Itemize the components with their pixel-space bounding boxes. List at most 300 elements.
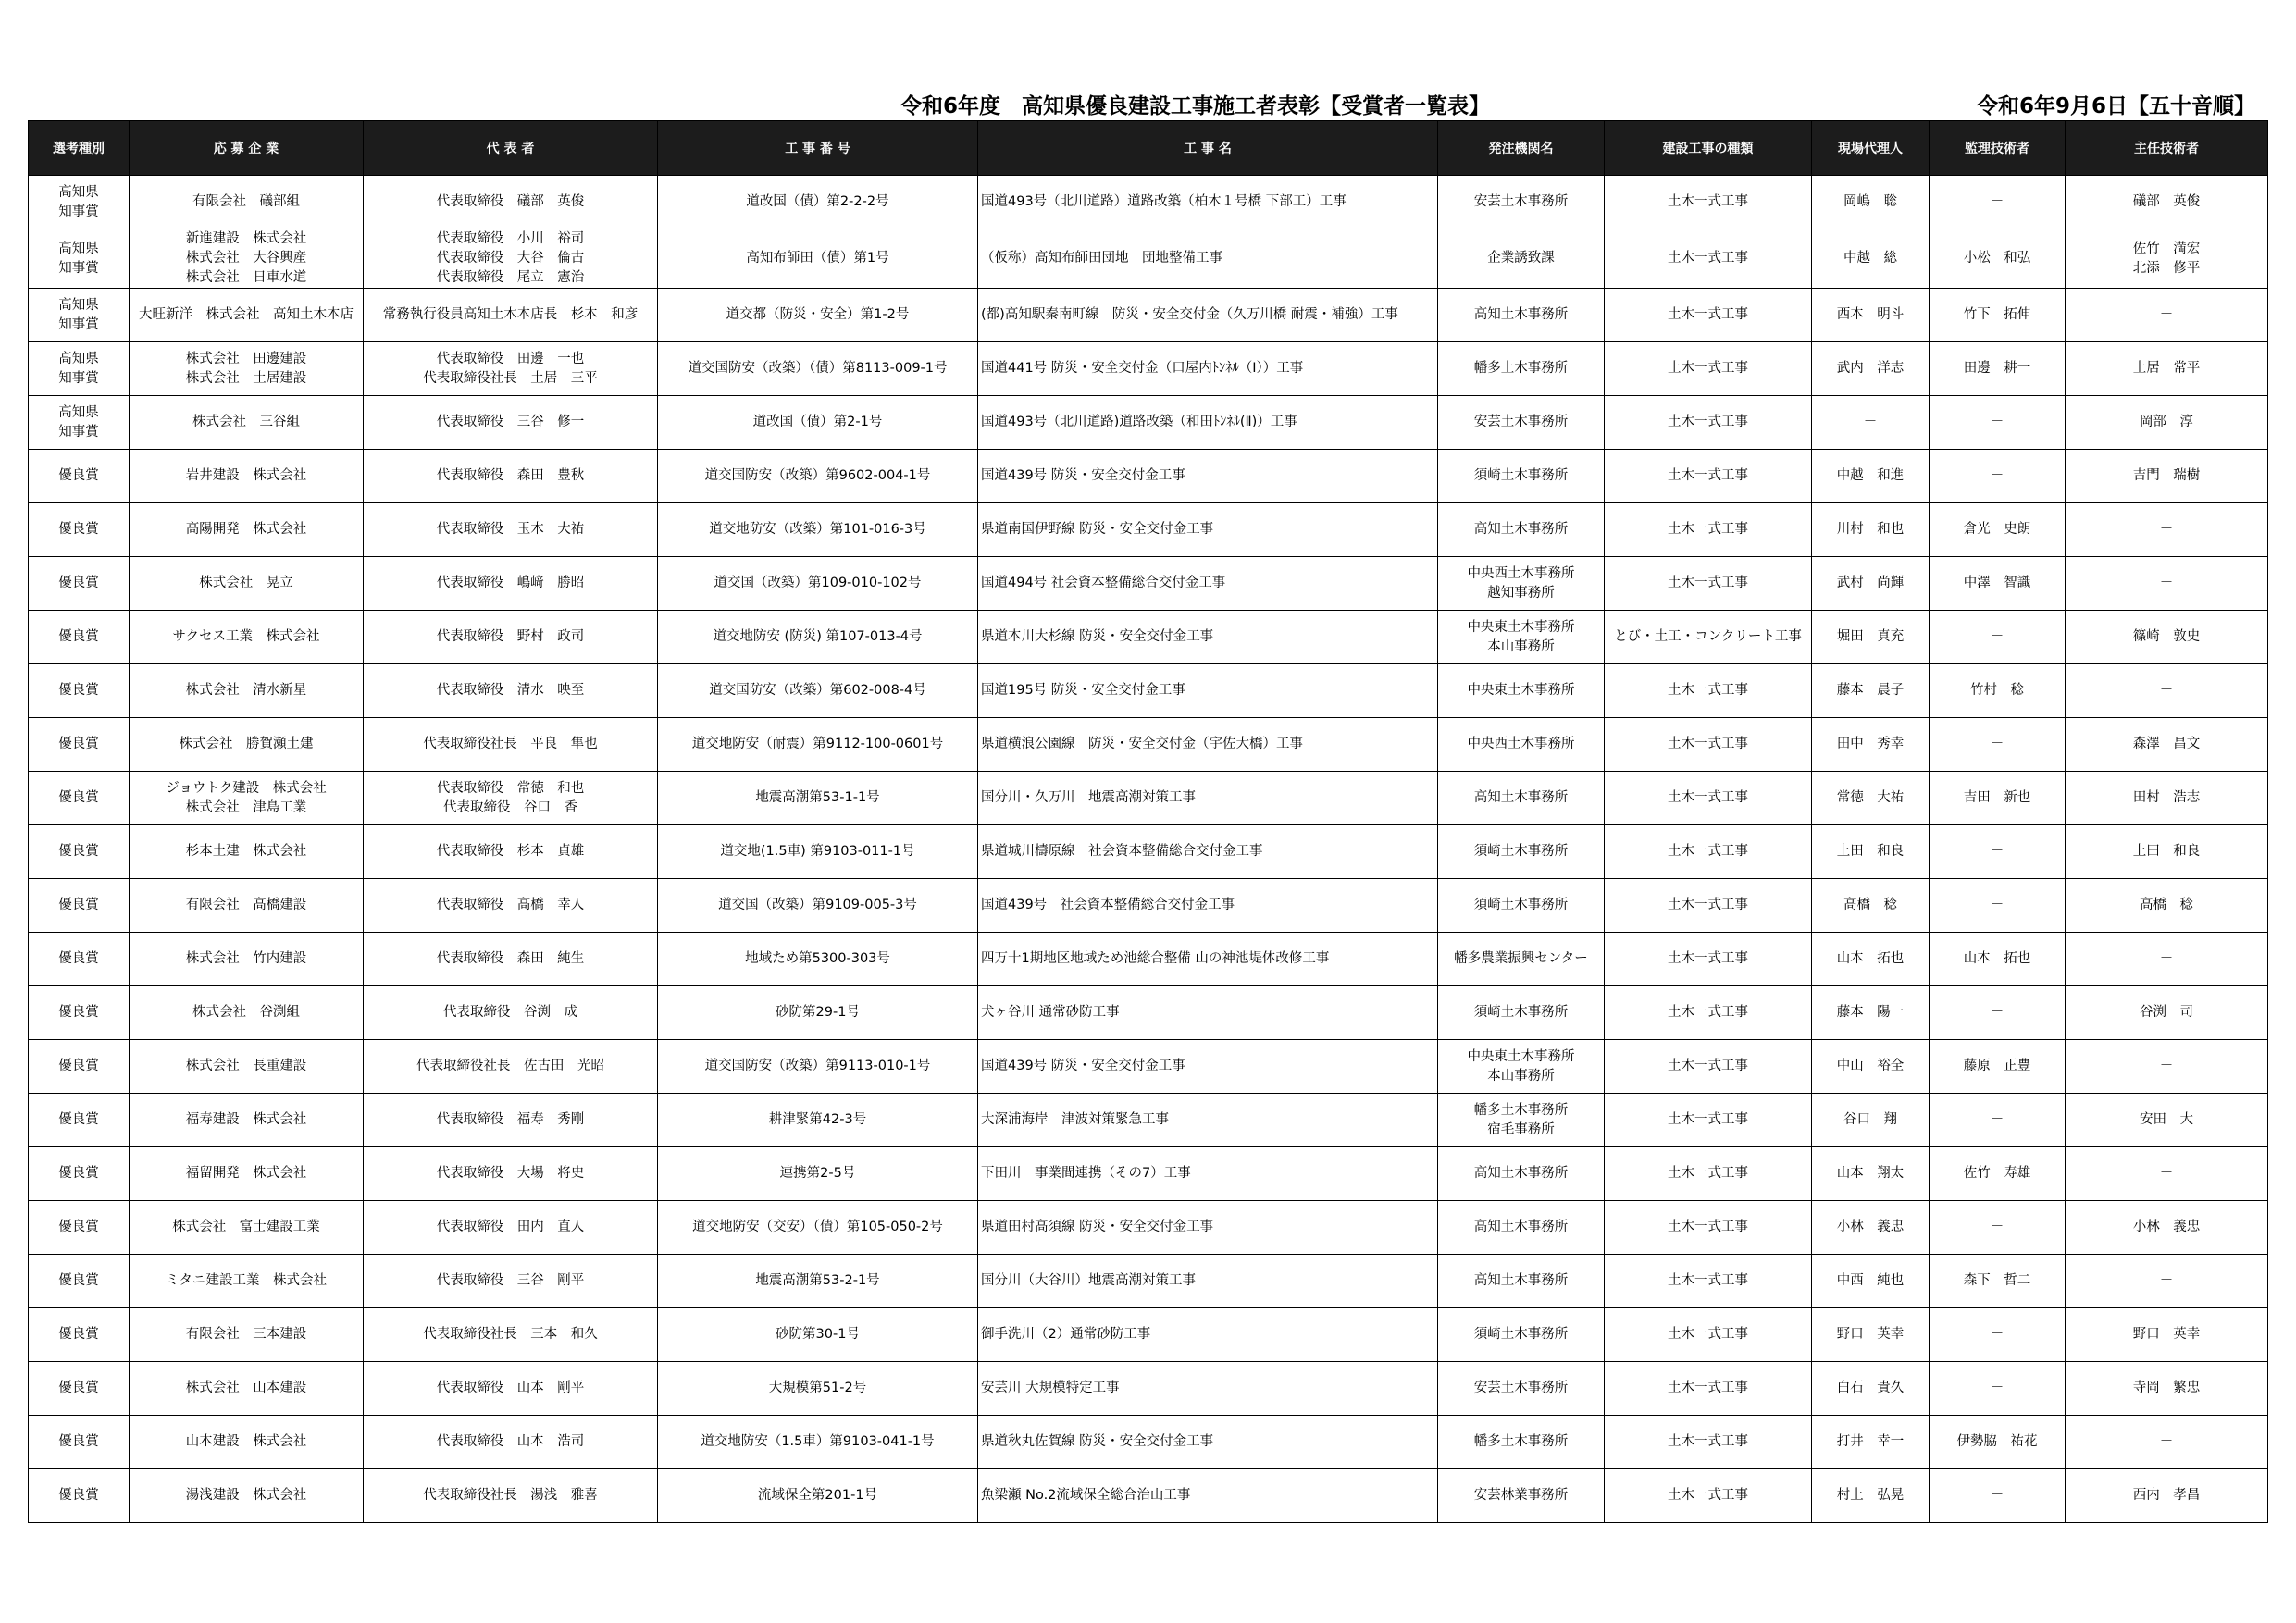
cell-ordering-office [1438,772,1605,825]
col-header-ordering-office: 発注機関名 [1438,121,1605,176]
cell-work-type-text: 土木一式工事 [1668,790,1748,805]
cell-project-name-text: 国道439号 社会資本整備総合交付金工事 [981,898,1235,912]
cell-representative-text: 代表取締役 田邊 一也 [436,351,585,366]
col-header-supervising-engineer: 監理技術者 [1930,121,2066,176]
cell-company [130,229,364,289]
cell-company [130,1362,364,1416]
cell-supervising-engineer-text: 伊勢脇 祐花 [1956,1434,2038,1449]
cell-ordering-office-text: 安芸土木事務所 [1473,1381,1569,1395]
cell-site-agent [1812,1147,1930,1201]
cell-supervising-engineer-text: － [1990,194,2004,209]
cell-work-type-text: 土木一式工事 [1668,1220,1748,1234]
cell-category-text: 優良賞 [58,1005,99,1020]
cell-work-type [1605,229,1812,289]
col-header-representative: 代 表 者 [364,121,658,176]
cell-ordering-office [1438,450,1605,503]
cell-work-type [1605,396,1812,450]
cell-category [29,1308,130,1362]
table-row [29,1255,2268,1308]
cell-chief-engineer-text: 西内 孝昌 [2132,1488,2201,1503]
cell-project-name [978,450,1438,503]
cell-category-text: 優良賞 [58,951,99,966]
cell-ordering-office [1438,1040,1605,1094]
cell-representative-text: 代表取締役社長 三本 和久 [423,1327,598,1342]
cell-site-agent [1812,1094,1930,1147]
cell-work-type [1605,557,1812,611]
document-date: 令和6年9月6日【五十音順】 [1976,94,2255,118]
cell-company [130,879,364,933]
cell-chief-engineer [2066,289,2268,342]
cell-representative [364,557,658,611]
cell-representative-text: 代表取締役 大谷 倫古 [436,251,585,266]
cell-representative [364,289,658,342]
cell-project-number-text: 高知布師田（債）第1号 [746,251,889,266]
cell-chief-engineer-text: － [2159,1273,2174,1288]
cell-chief-engineer [2066,825,2268,879]
cell-chief-engineer [2066,1094,2268,1147]
cell-ordering-office-text: 中央西土木事務所 [1467,737,1575,751]
cell-representative-text: 代表取締役 清水 映至 [436,683,585,698]
cell-supervising-engineer [1930,611,2066,664]
cell-work-type [1605,611,1812,664]
cell-project-number [658,1040,978,1094]
cell-work-type-text: 土木一式工事 [1668,522,1748,537]
cell-project-name [978,1040,1438,1094]
cell-project-number [658,1255,978,1308]
cell-project-name [978,1255,1438,1308]
cell-work-type-text: とび・土工・コンクリート工事 [1614,629,1802,644]
cell-supervising-engineer [1930,1094,2066,1147]
cell-project-number-text: 道交国防安（改築）第9113-010-1号 [704,1059,931,1073]
cell-project-number-text: 道交国（改築）第9109-005-3号 [718,898,917,912]
cell-site-agent [1812,176,1930,229]
cell-category-text: 優良賞 [58,1220,99,1234]
table-row [29,611,2268,664]
cell-chief-engineer-text: － [2159,1434,2174,1449]
cell-category [29,986,130,1040]
cell-work-type [1605,1469,1812,1523]
cell-company [130,176,364,229]
cell-project-number [658,1147,978,1201]
cell-company-text: 山本建設 株式会社 [185,1434,307,1449]
cell-site-agent [1812,879,1930,933]
cell-ordering-office [1438,229,1605,289]
cell-category-text: 優良賞 [58,683,99,698]
cell-ordering-office-text: 本山事務所 [1487,638,1555,654]
cell-project-number [658,664,978,718]
cell-ordering-office-text: 安芸林業事務所 [1473,1488,1569,1503]
cell-project-name-text: 国道439号 防災・安全交付金工事 [981,468,1185,483]
cell-chief-engineer-text: － [2159,576,2174,590]
cell-site-agent-text: 村上 弘晃 [1836,1488,1905,1503]
cell-chief-engineer [2066,342,2268,396]
cell-site-agent-text: 田中 秀幸 [1836,737,1905,751]
cell-site-agent-text: 西本 明斗 [1836,307,1905,322]
cell-project-number [658,933,978,986]
cell-category [29,342,130,396]
cell-site-agent [1812,1255,1930,1308]
cell-project-number-text: 道交国（改築）第109-010-102号 [714,576,922,590]
table-row [29,1308,2268,1362]
cell-representative-text: 常務執行役員高知土木本店長 杉本 和彦 [382,307,639,322]
cell-company [130,1469,364,1523]
cell-supervising-engineer [1930,503,2066,557]
cell-category [29,1416,130,1469]
cell-work-type [1605,664,1812,718]
cell-work-type-text: 土木一式工事 [1668,737,1748,751]
col-header-project-name: 工 事 名 [978,121,1438,176]
cell-representative-text: 代表取締役 玉木 大祐 [436,522,585,537]
cell-work-type-text: 土木一式工事 [1668,361,1748,376]
cell-representative-text: 代表取締役 森田 豊秋 [436,468,585,483]
cell-category-text: 優良賞 [58,844,99,859]
table-row [29,176,2268,229]
cell-representative-text: 代表取締役 谷渕 成 [443,1005,577,1020]
cell-ordering-office-text: 高知土木事務所 [1473,522,1569,537]
cell-ordering-office-text: 高知土木事務所 [1473,307,1569,322]
cell-ordering-office [1438,396,1605,450]
cell-chief-engineer [2066,718,2268,772]
cell-chief-engineer-text: － [2159,522,2174,537]
cell-project-name-text: 安芸川 大規模特定工事 [981,1381,1120,1395]
table-row [29,342,2268,396]
cell-chief-engineer [2066,176,2268,229]
cell-site-agent-text: 中越 総 [1843,251,1897,266]
cell-site-agent [1812,1040,1930,1094]
cell-representative-text: 代表取締役 大場 将史 [436,1166,585,1181]
cell-category-text: 優良賞 [58,1488,99,1503]
table-row [29,396,2268,450]
cell-chief-engineer [2066,664,2268,718]
cell-site-agent [1812,450,1930,503]
cell-supervising-engineer-text: － [1990,1381,2004,1395]
cell-representative-text: 代表取締役 礒部 英俊 [436,194,585,209]
cell-project-name-text: 県道田村高須線 防災・安全交付金工事 [981,1220,1214,1234]
cell-project-name-text: 国道195号 防災・安全交付金工事 [981,683,1185,698]
cell-site-agent-text: 上田 和良 [1836,844,1905,859]
cell-category [29,396,130,450]
cell-project-name-text: 県道秋丸佐賀線 防災・安全交付金工事 [981,1434,1214,1449]
cell-site-agent [1812,933,1930,986]
cell-chief-engineer [2066,1201,2268,1255]
cell-work-type [1605,289,1812,342]
cell-company-text: 杉本土建 株式会社 [185,844,307,859]
table-row [29,825,2268,879]
cell-category [29,1094,130,1147]
cell-representative-text: 代表取締役 田内 直人 [436,1220,585,1234]
cell-chief-engineer [2066,611,2268,664]
cell-project-number [658,229,978,289]
cell-supervising-engineer [1930,289,2066,342]
cell-category [29,450,130,503]
cell-project-name [978,1469,1438,1523]
cell-representative-text: 代表取締役 尾立 憲治 [436,270,585,285]
cell-category-text: 優良賞 [58,1112,99,1127]
cell-project-number [658,342,978,396]
cell-category-text: 優良賞 [58,576,99,590]
cell-category [29,1362,130,1416]
cell-company [130,611,364,664]
cell-representative [364,611,658,664]
cell-company-text: 岩井建設 株式会社 [185,468,307,483]
cell-company-text: 有限会社 礒部組 [192,194,300,209]
cell-category-text: 高知県 [58,184,99,200]
cell-work-type [1605,450,1812,503]
cell-site-agent [1812,825,1930,879]
cell-supervising-engineer-text: － [1990,629,2004,644]
cell-project-number-text: 大規模第51-2号 [768,1381,867,1395]
table-body [29,176,2268,1523]
cell-site-agent-text: 武内 洋志 [1836,361,1905,376]
cell-representative [364,503,658,557]
cell-project-name-text: 大深浦海岸 津波対策緊急工事 [981,1112,1169,1127]
cell-representative-text: 代表取締役 小川 裕司 [436,231,585,246]
cell-project-name-text: 県道横浪公園線 防災・安全交付金（宇佐大橋）工事 [981,737,1303,751]
cell-supervising-engineer-text: 竹下 拓伸 [1963,307,2031,322]
cell-project-name-text: 国道441号 防災・安全交付金（口屋内ﾄﾝﾈﾙ（Ⅰ））工事 [981,361,1304,376]
cell-ordering-office-text: 高知土木事務所 [1473,1220,1569,1234]
cell-category-text: 優良賞 [58,1434,99,1449]
cell-category-text: 優良賞 [58,1166,99,1181]
cell-category-text: 優良賞 [58,1327,99,1342]
cell-company [130,1147,364,1201]
cell-category-text: 知事賞 [58,260,99,276]
cell-site-agent [1812,396,1930,450]
cell-work-type [1605,718,1812,772]
cell-chief-engineer-text: 高橋 稔 [2140,898,2193,912]
cell-project-number-text: 道改国（債）第2-1号 [752,415,883,429]
cell-supervising-engineer-text: － [1990,1488,2004,1503]
cell-site-agent [1812,557,1930,611]
cell-site-agent [1812,664,1930,718]
cell-supervising-engineer [1930,879,2066,933]
cell-ordering-office-text: 幡多土木事務所 [1473,361,1569,376]
cell-site-agent [1812,342,1930,396]
cell-project-number-text: 道交都（防災・安全）第1-2号 [726,307,910,322]
cell-supervising-engineer [1930,933,2066,986]
cell-company [130,289,364,342]
cell-work-type [1605,933,1812,986]
cell-project-number-text: 砂防第30-1号 [776,1327,860,1342]
cell-project-name [978,1362,1438,1416]
cell-company [130,1040,364,1094]
table-row [29,557,2268,611]
cell-site-agent-text: 堀田 真充 [1836,629,1905,644]
cell-category-text: 優良賞 [58,468,99,483]
cell-representative [364,772,658,825]
cell-site-agent-text: 岡嶋 聡 [1843,194,1897,209]
cell-project-name [978,289,1438,342]
cell-chief-engineer-text: 森澤 昌文 [2132,737,2201,751]
cell-supervising-engineer [1930,1040,2066,1094]
cell-ordering-office [1438,718,1605,772]
cell-work-type-text: 土木一式工事 [1668,307,1748,322]
cell-ordering-office [1438,1147,1605,1201]
cell-work-type [1605,1308,1812,1362]
cell-project-number-text: 道交地(1.5車) 第9103-011-1号 [720,844,915,859]
cell-work-type [1605,1094,1812,1147]
cell-chief-engineer [2066,1147,2268,1201]
cell-representative-text: 代表取締役 三谷 修一 [436,415,585,429]
table-row [29,1201,2268,1255]
cell-chief-engineer-text: 小林 義忠 [2132,1220,2201,1234]
cell-representative-text: 代表取締役 三谷 剛平 [436,1273,585,1288]
cell-ordering-office-text: 安芸土木事務所 [1473,194,1569,209]
cell-company-text: 株式会社 清水新星 [185,683,307,698]
cell-category [29,289,130,342]
cell-chief-engineer-text: 寺岡 繁忠 [2132,1381,2201,1395]
cell-representative-text: 代表取締役 山本 浩司 [436,1434,585,1449]
cell-project-name [978,986,1438,1040]
cell-chief-engineer [2066,1308,2268,1362]
cell-company-text: 株式会社 日車水道 [185,270,307,285]
cell-representative [364,1040,658,1094]
cell-project-name [978,879,1438,933]
cell-ordering-office [1438,1416,1605,1469]
cell-ordering-office [1438,986,1605,1040]
cell-representative-text: 代表取締役社長 佐古田 光昭 [416,1059,604,1073]
cell-site-agent [1812,1469,1930,1523]
table-row [29,1362,2268,1416]
cell-ordering-office-text: 高知土木事務所 [1473,1166,1569,1181]
cell-work-type [1605,1255,1812,1308]
cell-work-type-text: 土木一式工事 [1668,1488,1748,1503]
cell-project-number-text: 道交国防安（改築）第9602-004-1号 [704,468,931,483]
cell-supervising-engineer [1930,1469,2066,1523]
cell-work-type-text: 土木一式工事 [1668,468,1748,483]
cell-ordering-office [1438,879,1605,933]
cell-project-number [658,396,978,450]
cell-ordering-office [1438,1469,1605,1523]
cell-supervising-engineer-text: － [1990,1327,2004,1342]
cell-site-agent-text: 谷口 翔 [1843,1112,1897,1127]
cell-ordering-office [1438,557,1605,611]
cell-site-agent-text: 打井 幸一 [1836,1434,1905,1449]
cell-site-agent [1812,503,1930,557]
cell-supervising-engineer-text: － [1990,1112,2004,1127]
cell-supervising-engineer-text: 森下 哲二 [1963,1273,2031,1288]
cell-chief-engineer-text: － [2159,1059,2174,1073]
cell-work-type [1605,1201,1812,1255]
cell-category [29,772,130,825]
cell-chief-engineer-text: 野口 英幸 [2132,1327,2201,1342]
cell-company-text: 福寿建設 株式会社 [185,1112,307,1127]
cell-representative-text: 代表取締役社長 湯浅 雅喜 [423,1488,598,1503]
cell-project-name-text: 国道493号（北川道路)道路改築（和田ﾄﾝﾈﾙ(Ⅱ)）工事 [981,415,1297,429]
cell-supervising-engineer [1930,229,2066,289]
cell-supervising-engineer [1930,1308,2066,1362]
cell-ordering-office-text: 中央東土木事務所 [1467,619,1575,635]
cell-ordering-office-text: 幡多土木事務所 [1473,1434,1569,1449]
cell-project-number-text: 道交国防安（改築）第602-008-4号 [709,683,926,698]
cell-category-text: 高知県 [58,351,99,366]
table-row [29,1094,2268,1147]
cell-project-name-text: 国分川・久万川 地震高潮対策工事 [981,790,1196,805]
cell-representative [364,664,658,718]
cell-representative-text: 代表取締役社長 平良 隼也 [423,737,598,751]
cell-site-agent [1812,289,1930,342]
cell-representative [364,1416,658,1469]
cell-chief-engineer-text: 田村 浩志 [2132,790,2201,805]
cell-representative-text: 代表取締役 山本 剛平 [436,1381,585,1395]
cell-chief-engineer [2066,933,2268,986]
cell-work-type-text: 土木一式工事 [1668,1381,1748,1395]
cell-site-agent [1812,986,1930,1040]
cell-supervising-engineer-text: － [1990,737,2004,751]
cell-company-text: 株式会社 田邊建設 [185,351,307,366]
cell-representative [364,718,658,772]
cell-chief-engineer-text: 吉門 瑞樹 [2132,468,2201,483]
table-row [29,229,2268,289]
cell-supervising-engineer-text: － [1990,468,2004,483]
cell-company-text: 有限会社 高橋建設 [185,898,307,912]
cell-work-type-text: 土木一式工事 [1668,844,1748,859]
cell-representative [364,1469,658,1523]
cell-project-name-text: 国分川（大谷川）地震高潮対策工事 [981,1273,1196,1288]
cell-project-name-text: 下田川 事業間連携（その7）工事 [981,1166,1191,1181]
cell-supervising-engineer [1930,825,2066,879]
cell-chief-engineer-text: － [2159,1166,2174,1181]
cell-project-number-text: 道改国（債）第2-2-2号 [746,194,889,209]
cell-supervising-engineer [1930,396,2066,450]
cell-work-type [1605,772,1812,825]
cell-chief-engineer-text: 土居 常平 [2132,361,2201,376]
table-header-row [29,121,2268,176]
cell-ordering-office-text: 本山事務所 [1487,1068,1555,1084]
awardee-table [28,120,2268,1523]
cell-representative [364,1362,658,1416]
cell-site-agent [1812,772,1930,825]
cell-ordering-office-text: 須崎土木事務所 [1473,1005,1569,1020]
cell-site-agent-text: 中西 純也 [1836,1273,1905,1288]
cell-company-text: 株式会社 富士建設工業 [172,1220,320,1234]
cell-category [29,176,130,229]
cell-project-name [978,1094,1438,1147]
cell-supervising-engineer [1930,1201,2066,1255]
cell-work-type [1605,986,1812,1040]
cell-representative [364,396,658,450]
cell-project-number-text: 道交地防安（1.5車）第9103-041-1号 [701,1434,935,1449]
cell-work-type [1605,1416,1812,1469]
cell-project-name-text: 国道494号 社会資本整備総合交付金工事 [981,576,1226,590]
cell-chief-engineer-text: 岡部 淳 [2140,415,2193,429]
cell-company-text: 有限会社 三本建設 [185,1327,307,1342]
cell-site-agent [1812,1308,1930,1362]
cell-chief-engineer-text: － [2159,307,2174,322]
cell-representative [364,1255,658,1308]
cell-site-agent-text: 川村 和也 [1836,522,1905,537]
cell-project-name-text: （仮称）高知布師田団地 団地整備工事 [981,251,1222,266]
col-header-category: 選考種別 [29,121,130,176]
cell-chief-engineer-text: 礒部 英俊 [2132,194,2201,209]
cell-ordering-office-text: 安芸土木事務所 [1473,415,1569,429]
cell-company-text: 株式会社 大谷興産 [185,251,307,266]
cell-project-name [978,664,1438,718]
cell-company-text: 株式会社 勝賀瀬土建 [179,737,314,751]
cell-project-name-text: 魚梁瀬 No.2流域保全総合治山工事 [981,1488,1191,1503]
cell-supervising-engineer [1930,664,2066,718]
cell-work-type-text: 土木一式工事 [1668,1112,1748,1127]
col-header-project-number: 工 事 番 号 [658,121,978,176]
cell-site-agent [1812,718,1930,772]
cell-project-name-text: 県道南国伊野線 防災・安全交付金工事 [981,522,1214,537]
cell-ordering-office-text: 須崎土木事務所 [1473,1327,1569,1342]
col-header-work-type: 建設工事の種類 [1605,121,1812,176]
cell-ordering-office-text: 高知土木事務所 [1473,1273,1569,1288]
cell-project-number [658,1308,978,1362]
cell-chief-engineer [2066,879,2268,933]
cell-work-type-text: 土木一式工事 [1668,1166,1748,1181]
